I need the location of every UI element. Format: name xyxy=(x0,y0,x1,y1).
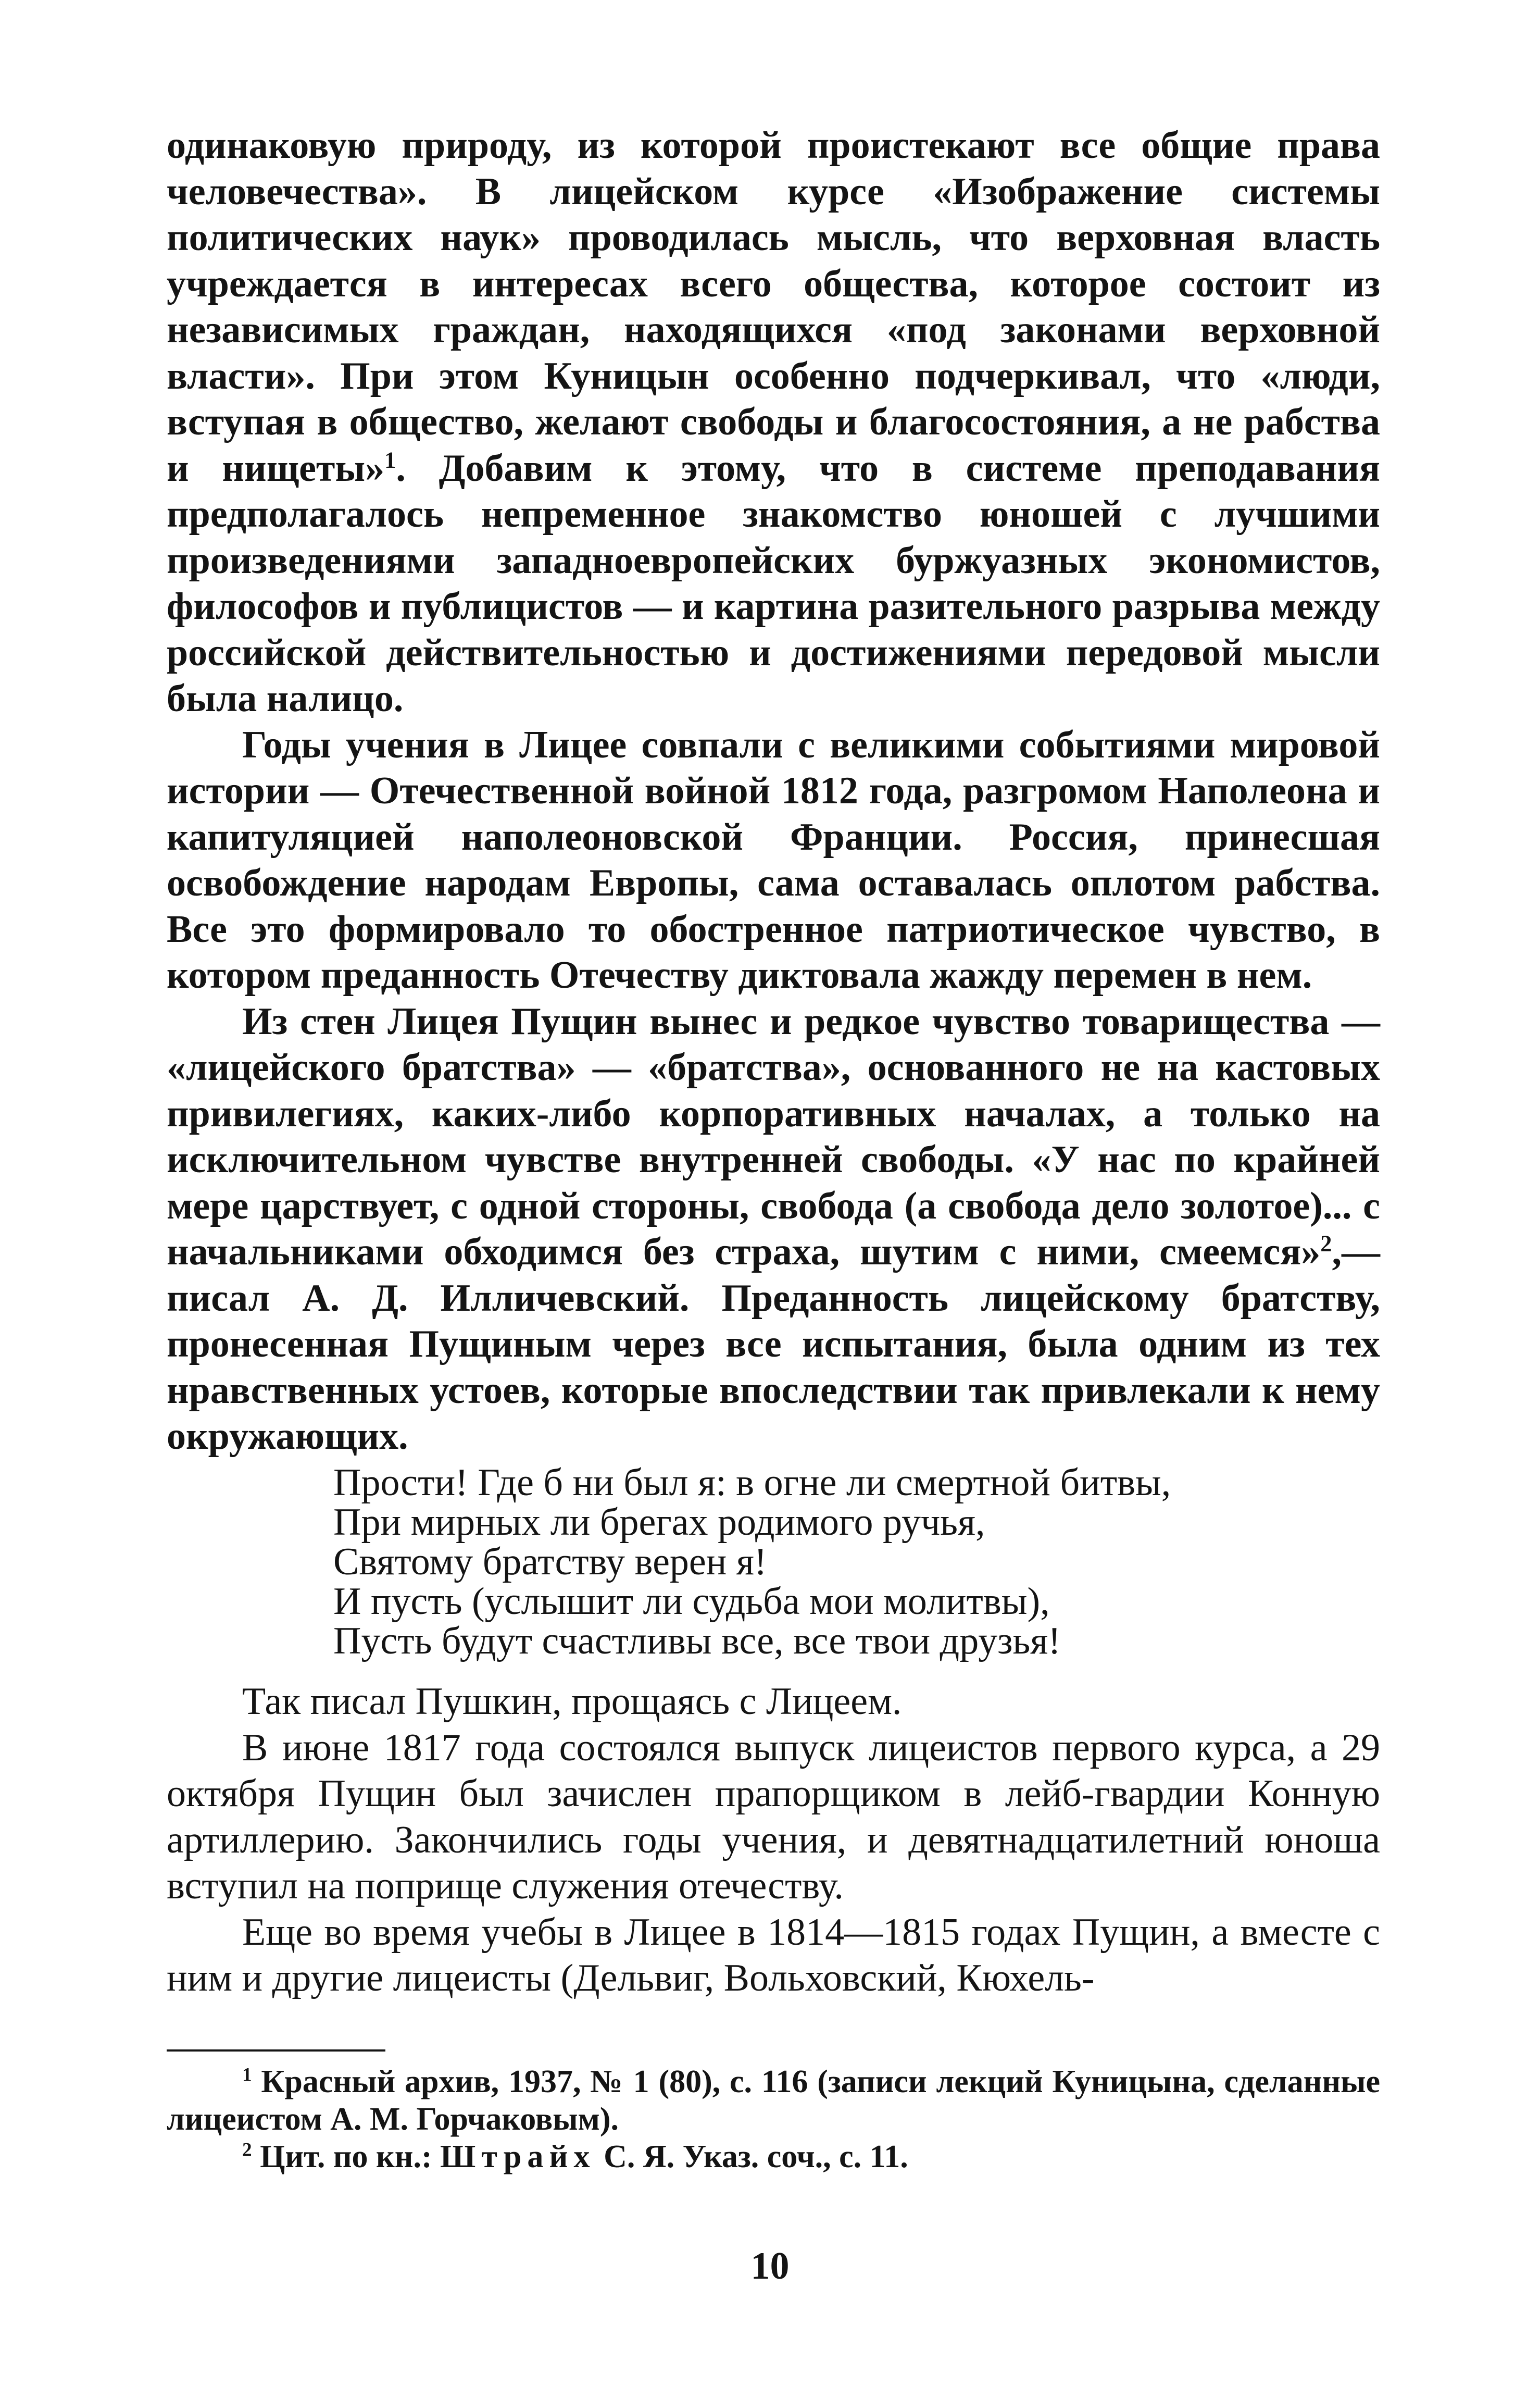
footnote-mark-1: 1 xyxy=(242,2064,252,2086)
footnote-ref-2: 2 xyxy=(1320,1230,1332,1257)
footnote-2 xyxy=(167,2138,1380,2176)
footnote-2-prefix: Цит. по кн.: xyxy=(260,2139,441,2174)
poem-line: При мирных ли брегах родимого ручья, xyxy=(333,1501,985,1544)
footnote-ref-1: 1 xyxy=(384,446,396,473)
poem-quote xyxy=(333,1463,1323,1661)
paragraph-4: Так писал Пушкин, прощаясь с Лицеем. xyxy=(242,1680,902,1723)
paragraph-1-text: одинаковую природу, из которой проистекают все общие права человечества». В лицейском курсе «Изображение системы политических наук» проводилась мысль, что верховная власть учреждается в интересах всего общества, которое состоит из независимых граждан, находящихся «под законами верховной власти». При этом Куницын особенно подчеркивал, что «люди, вступая в общество, желают свободы и благосостояния, а не рабства и нищеты» xyxy=(167,124,1380,490)
footnote-mark-2: 2 xyxy=(242,2139,252,2161)
footnotes xyxy=(167,2063,1380,2176)
footnote-2-author: Штрайх xyxy=(440,2139,596,2174)
footnote-1-text: Красный архив, 1937, № 1 (80), с. 116 (записи лекций Куницына, сделанные лицеистом А. М. Горчаковым). xyxy=(167,2064,1381,2137)
paragraph-3-continuation: ,— писал А. Д. Илличевский. Преданность лицейскому братству, пронесенная Пущиным через все испытания, была одним из тех нравственных устоев, которые впоследствии так привлекали к нему окружающих. xyxy=(167,1230,1380,1458)
paragraph-5: В июне 1817 года состоялся выпуск лицеистов первого курса, а 29 октября Пущин был зачислен прапорщиком в лейб-гвардии Конную артиллерию. Закончились годы учения, и девятнадцатилетний юноша вступил на поприще служения отечеству. xyxy=(167,1726,1380,1907)
footnote-divider xyxy=(167,2049,385,2052)
paragraph-2 xyxy=(167,722,1380,999)
text-after-poem xyxy=(167,1679,1380,2002)
poem-line: И пусть (услышит ли судьба мои молитвы), xyxy=(333,1580,1050,1623)
poem-line: Пусть будут счастливы все, все твои друзья! xyxy=(333,1620,1061,1662)
paragraph-2-text: Годы учения в Лицее совпали с великими событиями мировой истории — Отечественной войной 1812 года, разгромом Наполеона и капитуляцией наполеоновской Франции. Россия, принесшая освобождение народам Европы, сама оставалась оплотом рабства. Все это формировало то обостренное патриотическое чувство, в котором преданность Отечеству диктовала жажду перемен в нем. xyxy=(167,723,1380,997)
poem-line: Святому братству верен я! xyxy=(333,1540,767,1583)
paragraph-3 xyxy=(167,999,1380,1460)
footnote-1 xyxy=(167,2063,1380,2138)
paragraph-6: Еще во время учебы в Лицее в 1814—1815 годах Пущин, а вместе с ним и другие лицеисты (Дельвиг, Вольховский, Кюхель- xyxy=(167,1910,1380,1999)
page-number: 10 xyxy=(750,2245,790,2288)
paragraph-1 xyxy=(167,122,1380,722)
paragraph-3-text: Из стен Лицея Пущин вынес и редкое чувство товарищества — «лицейского братства» — «братства», основанного не на кастовых привилегиях, каких-либо корпоративных началах, а только на исключительном чувстве внутренней свободы. «У нас по крайней мере царствует, с одной стороны, свобода (а свобода дело золотое)... с начальниками обходимся без страха, шутим с ними, смеемся» xyxy=(167,1000,1380,1273)
footnote-2-suffix: С. Я. Указ. соч., с. 11. xyxy=(595,2139,908,2174)
main-text xyxy=(167,122,1380,1460)
paragraph-1-continuation: . Добавим к этому, что в системе преподавания предполагалось непременное знакомство юношей с лучшими произведениями западноевропейских буржуазных экономистов, философов и публицистов — и картина разительного разрыва между российской действительностью и достижениями передовой мысли была налицо. xyxy=(167,446,1380,720)
poem-line: Прости! Где б ни был я: в огне ли смертной битвы, xyxy=(333,1461,1171,1504)
